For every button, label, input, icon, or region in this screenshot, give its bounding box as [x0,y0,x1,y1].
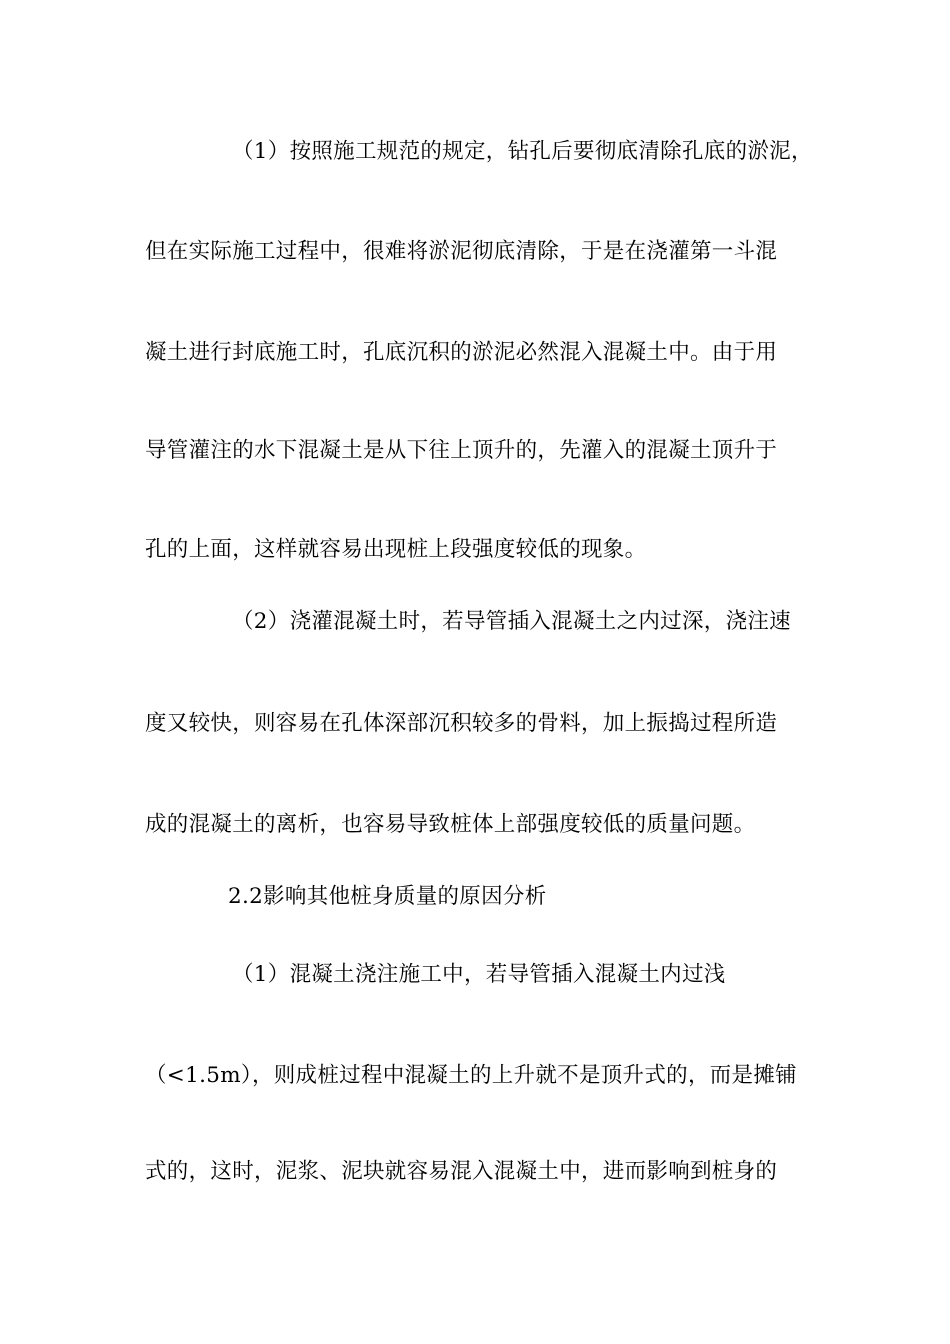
paragraph-2-line-1: （2）浇灌混凝土时，若导管插入混凝土之内过深，浇注速 [232,609,791,634]
paragraph-2-line-3: 成的混凝土的离析，也容易导致桩体上部强度较低的质量问题。 [145,812,756,837]
paragraph-3-line-2: （<1.5m），则成桩过程中混凝土的上升就不是顶升式的，而是摊铺 [145,1063,797,1088]
paragraph-3-line-1: （1）混凝土浇注施工中，若导管插入混凝土内过浅 [232,962,726,987]
paragraph-1-line-3: 凝土进行封底施工时，孔底沉积的淤泥必然混入混凝土中。由于用 [145,340,778,365]
paragraph-1-line-1: （1）按照施工规范的规定，钻孔后要彻底清除孔底的淤泥， [232,139,813,164]
paragraph-1-line-5: 孔的上面，这样就容易出现桩上段强度较低的现象。 [145,537,647,562]
paragraph-1-line-2: 但在实际施工过程中，很难将淤泥彻底清除，于是在浇灌第一斗混 [145,239,778,264]
paragraph-3-line-3: 式的，这时，泥浆、泥块就容易混入混凝土中，进而影响到桩身的 [145,1159,778,1184]
section-heading: 2.2影响其他桩身质量的原因分析 [228,884,547,909]
paragraph-2-line-2: 度又较快，则容易在孔体深部沉积较多的骨料，加上振捣过程所造 [145,711,778,736]
paragraph-1-line-4: 导管灌注的水下混凝土是从下往上顶升的，先灌入的混凝土顶升于 [145,438,778,463]
